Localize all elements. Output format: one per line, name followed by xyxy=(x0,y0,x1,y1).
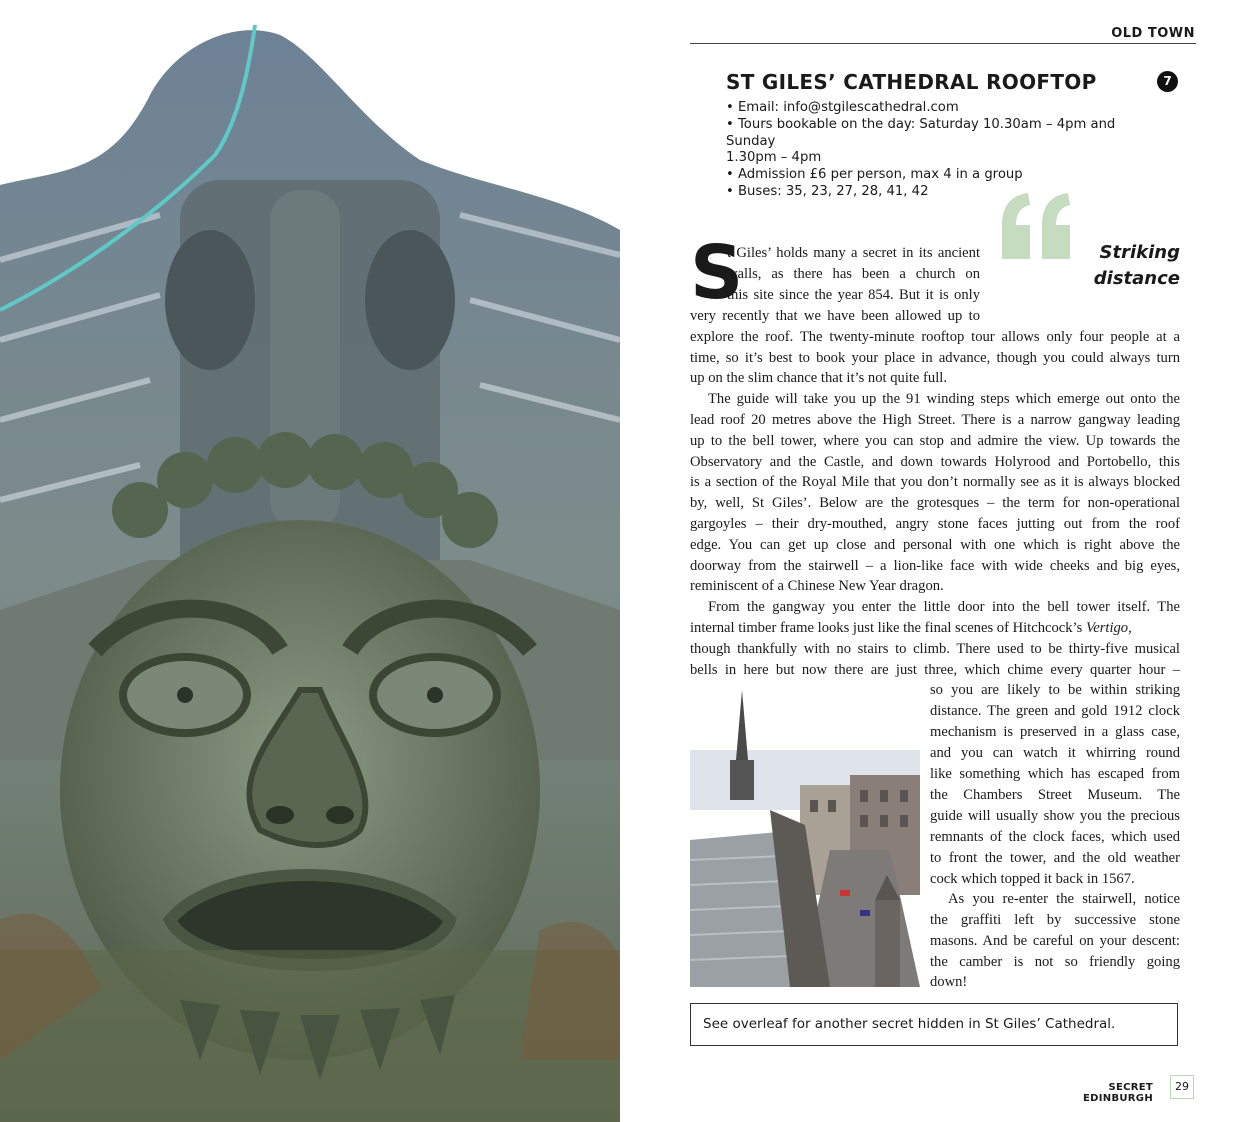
body-line: lead roof 20 metres above the High Street. There is a narrow gangway leading xyxy=(690,412,1180,428)
pullquote xyxy=(1060,240,1180,292)
body-line: by, well, St Giles’. Below are the grotesques – the term for non-operational xyxy=(690,495,1180,511)
body-line: is a section of the Royal Mile that you don’t normally see as it is always blocked xyxy=(690,474,1180,490)
body-line: doorway from the stairwell – a lion-like face with wide cheeks and big eyes, xyxy=(690,558,1180,574)
body-line: edge. You can get up close and personal with one which is right above the xyxy=(690,537,1180,553)
info-tours: • Tours bookable on the day: Saturday 10.30am – 4pm and Sunday xyxy=(726,116,1116,149)
body-line: so you are likely to be within striking xyxy=(930,682,1180,698)
body-line: down! xyxy=(930,974,968,990)
body-line: walls, as there has been a church on xyxy=(727,266,980,282)
pullquote-line1: Striking xyxy=(1099,242,1180,263)
body-line: distance. The green and gold 1912 clock xyxy=(930,703,1180,719)
body-line: gargoyles – their dry-mouthed, angry stone faces jutting out from the roof xyxy=(690,516,1180,532)
body-line: very recently that we have been allowed up to xyxy=(690,308,980,324)
page-number: 29 xyxy=(1170,1075,1194,1099)
body-line: the graffiti left by successive stone xyxy=(930,912,1180,928)
body-line: As you re-enter the stairwell, notice xyxy=(948,891,1180,907)
body-line: From the gangway you enter the little door into the bell tower itself. The xyxy=(708,599,1180,615)
body-line: the Chambers Street Museum. The xyxy=(930,787,1180,803)
body-line: explore the roof. The twenty-minute rooftop tour allows only four people at a xyxy=(690,329,1180,345)
info-buses: • Buses: 35, 23, 27, 28, 41, 42 xyxy=(726,183,929,199)
drop-cap: S xyxy=(690,230,744,316)
body-line: to front the tower, and the old weather xyxy=(930,850,1180,866)
body-line: mechanism is preserved in a glass case, xyxy=(930,724,1180,740)
entry-info xyxy=(726,100,1166,201)
info-tours-cont: 1.30pm – 4pm xyxy=(726,150,822,166)
film-title: Vertigo xyxy=(1085,620,1129,636)
body-line: cock which topped it back in 1567. xyxy=(930,871,1135,887)
body-line: The guide will take you up the 91 winding steps which emerge out onto the xyxy=(708,391,1180,407)
body-line: like something which has escaped from xyxy=(930,766,1180,782)
body-line: the camber is not so friendly going xyxy=(930,954,1180,970)
info-email: • Email: info@stgilescathedral.com xyxy=(726,100,959,115)
body-line: bells in here but now there are just three, which chime every quarter hour – xyxy=(690,662,1180,678)
body-line: guide will usually show you the precious xyxy=(930,808,1180,824)
see-overleaf-note xyxy=(690,1003,1178,1046)
body-line: up to the bell tower, where you can stop and admire the view. Up towards the xyxy=(690,433,1180,449)
body-line: and you can watch it whirring round xyxy=(930,745,1180,761)
pullquote-line2: distance xyxy=(1093,268,1180,289)
footer-book-title: SECRET EDINBURGH xyxy=(1083,1082,1153,1104)
body-line: up on the slim chance that it’s not quite full. xyxy=(690,370,947,386)
body-text: internal timber frame looks just like the final scenes of Hitchcock’s xyxy=(690,620,1086,636)
info-admission: • Admission £6 per person, max 4 in a group xyxy=(726,167,1023,183)
body-line: Observatory and the Castle, and down towards Holyrood and Portobello, this xyxy=(690,454,1180,470)
body-line: reminiscent of a Chinese New Year dragon. xyxy=(690,578,944,594)
body-line: masons. And be careful on your descent: xyxy=(930,933,1180,949)
body-line: time, so it’s best to book your place in advance, though you could always turn xyxy=(690,350,1180,366)
note-text: See overleaf for another secret hidden in St Giles’ Cathedral. xyxy=(703,1016,1116,1032)
body-line: this site since the year 854. But it is only xyxy=(727,287,980,303)
royal-mile-photo xyxy=(690,690,920,987)
entry-title: ST GILES’ CATHEDRAL ROOFTOP xyxy=(726,70,1097,94)
body-text: , xyxy=(1128,620,1132,636)
royal-mile-illustration xyxy=(690,690,920,987)
body-line xyxy=(690,618,1180,639)
body-line: though thankfully with no stairs to climb. There used to be thirty-five musical xyxy=(690,641,1180,657)
entry-number-badge: 7 xyxy=(1157,71,1178,92)
body-line: remnants of the clock faces, which used xyxy=(930,829,1180,845)
header-rule xyxy=(690,43,1196,44)
section-label: OLD TOWN xyxy=(1111,26,1195,41)
body-line: t Giles’ holds many a secret in its ancient xyxy=(727,245,980,261)
